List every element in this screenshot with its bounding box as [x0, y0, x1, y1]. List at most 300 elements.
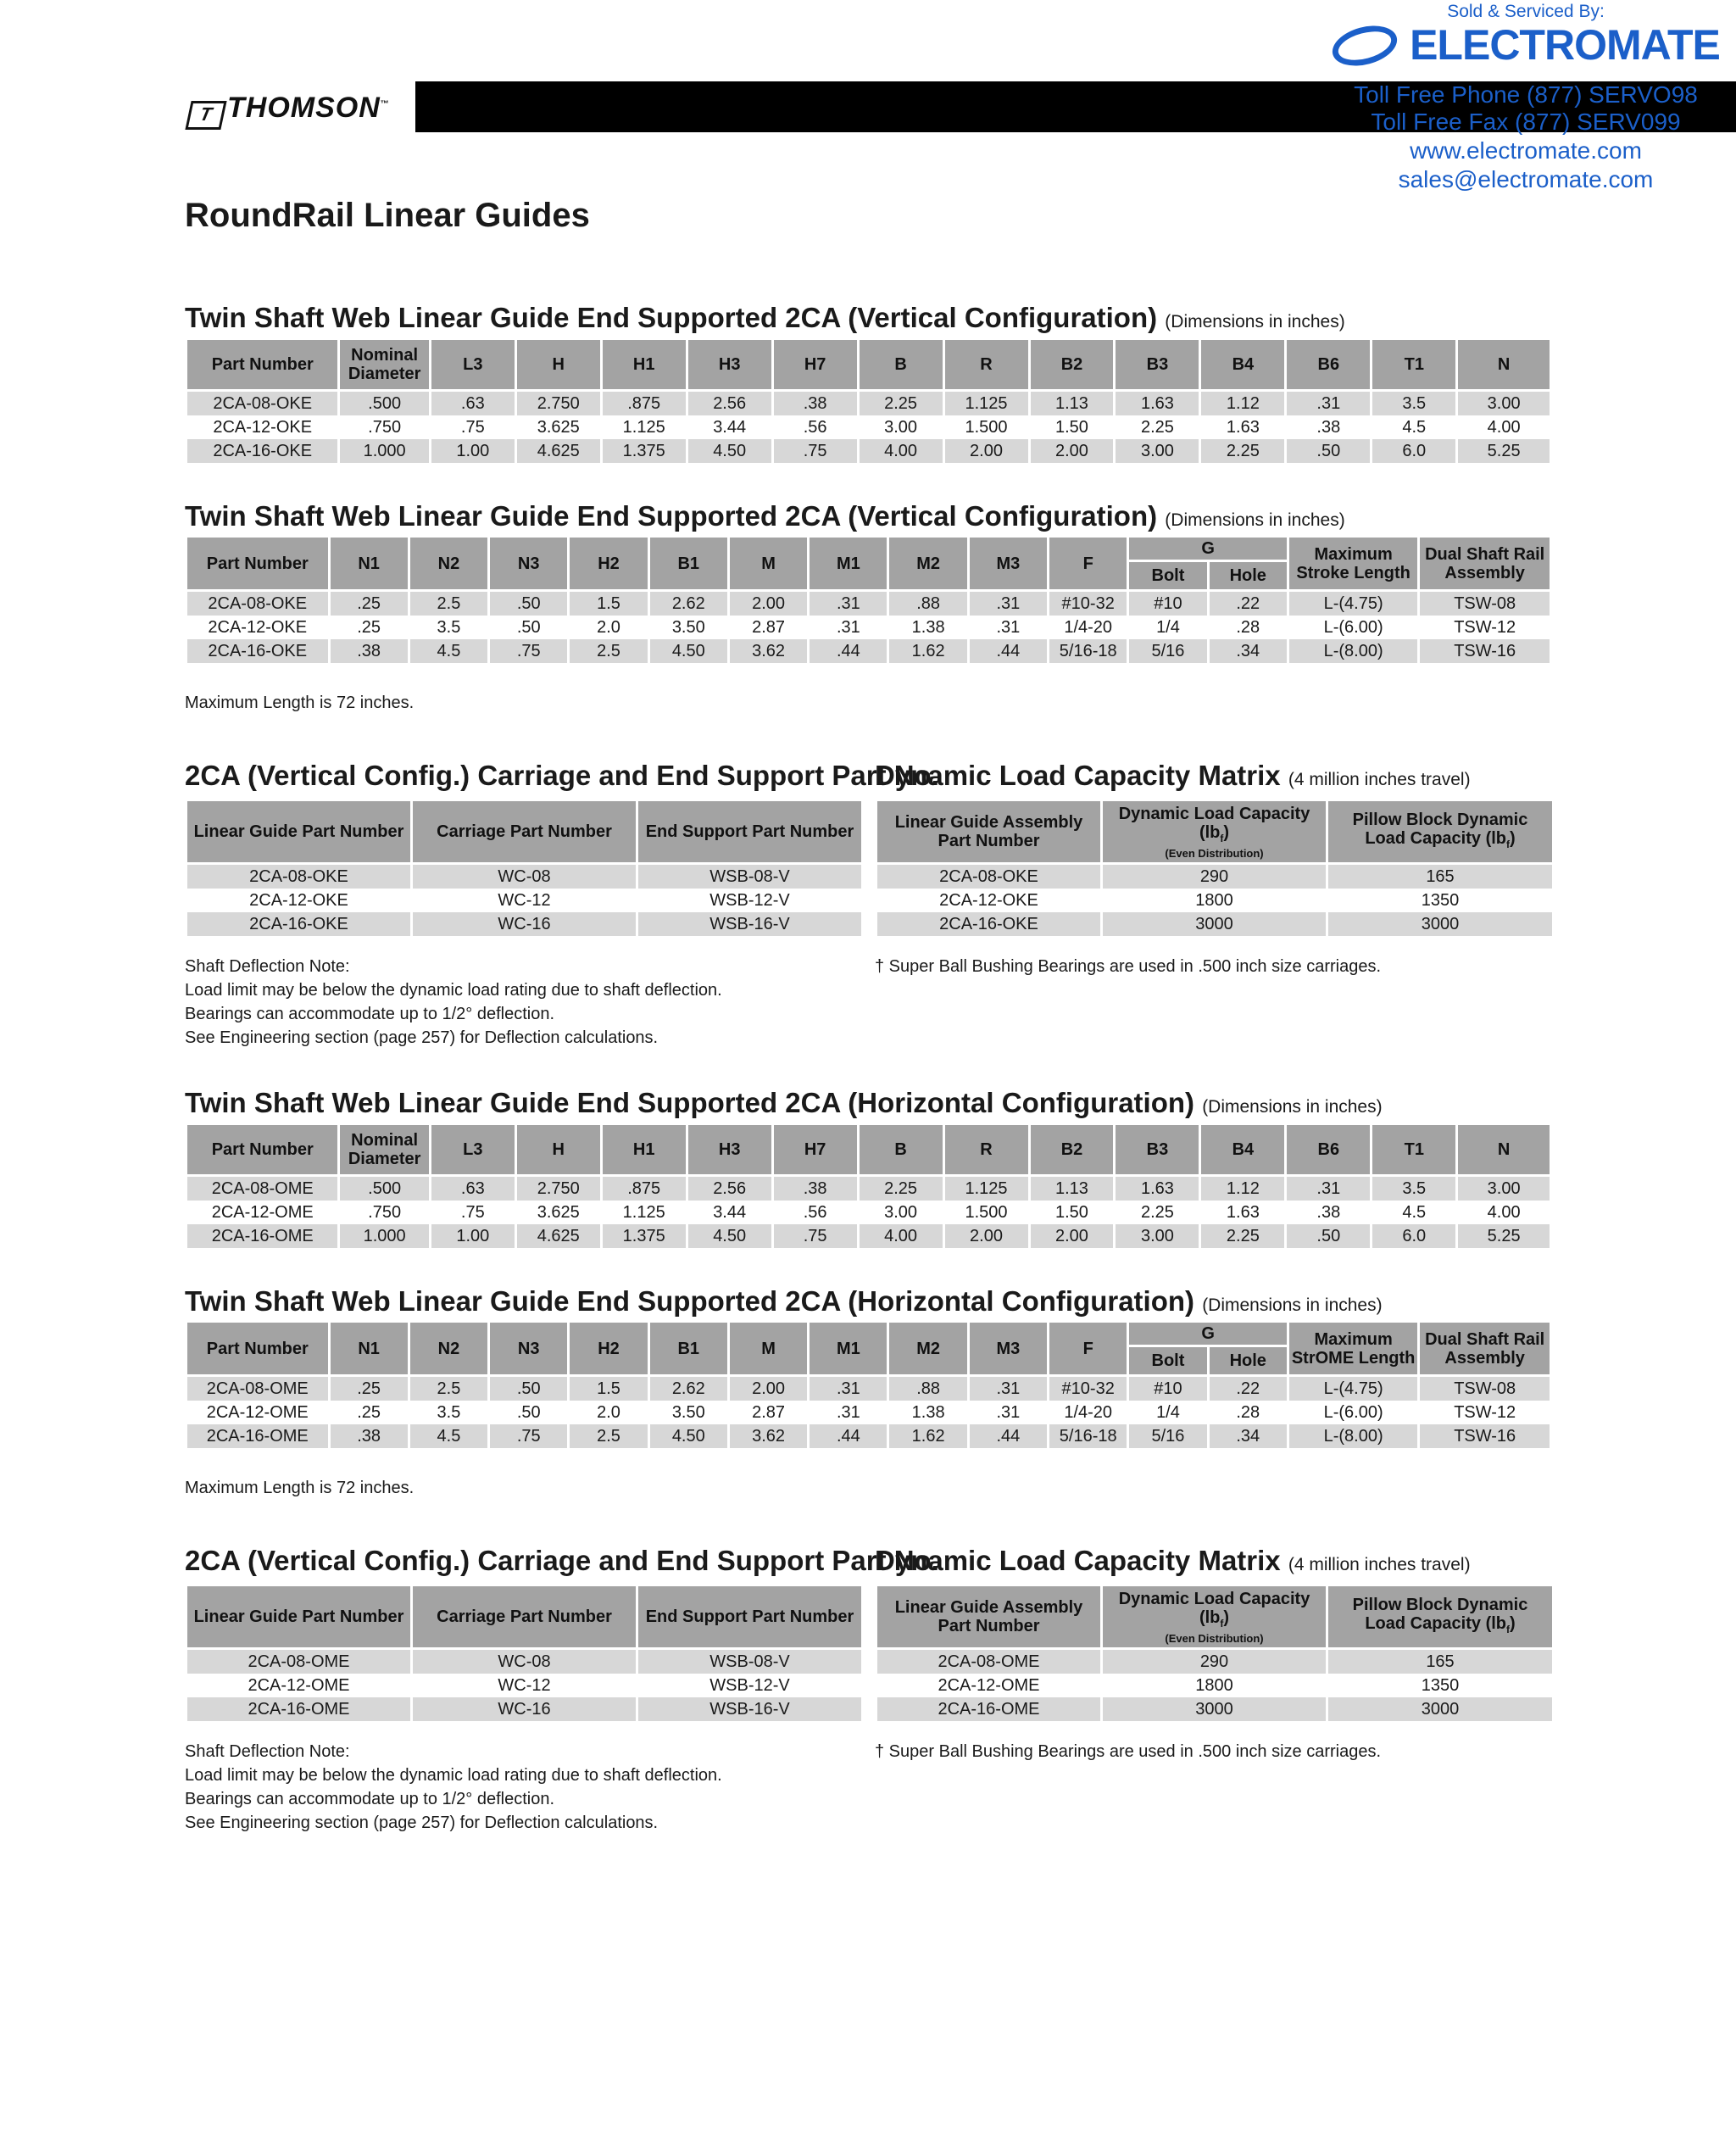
column-header: H1 [601, 1125, 687, 1176]
column-header: Maximum StrOME Length [1288, 1323, 1418, 1376]
column-header: B6 [1286, 340, 1372, 391]
load-table [875, 801, 1555, 936]
table-cell: 2CA-16-OKE [186, 912, 412, 936]
table-cell: 290 [1102, 1649, 1327, 1674]
table-cell: 1.62 [888, 1424, 968, 1448]
table-row [876, 1697, 1554, 1721]
column-header: Part Number [186, 538, 330, 591]
table-cell: 3.50 [648, 616, 728, 639]
table-cell: 1/4-20 [1049, 616, 1128, 639]
table-row [186, 1224, 1551, 1248]
column-header-bolt: Bolt [1128, 1346, 1208, 1376]
table-row [186, 1424, 1551, 1448]
deflection-note-line: Load limit may be below the dynamic load rating due to shaft deflection. [185, 981, 722, 1000]
table-cell: 2.0 [569, 616, 648, 639]
table-cell: 2.25 [1115, 415, 1200, 439]
parts-title: 2CA (Vertical Config.) Carriage and End Support Part No. [185, 1545, 939, 1576]
table-cell: .750 [339, 415, 430, 439]
table-cell: 4.625 [515, 1224, 601, 1248]
table-cell: .22 [1208, 591, 1288, 616]
table-cell: WSB-16-V [637, 1697, 863, 1721]
table-cell: .75 [430, 1201, 515, 1224]
table-row [186, 616, 1551, 639]
dims-title-2 [185, 500, 1345, 532]
table-cell: 1.375 [601, 1224, 687, 1248]
dealer-email[interactable]: sales@electromate.com [1398, 166, 1654, 192]
table-cell: L-(4.75) [1288, 1376, 1418, 1401]
table-cell: 1/4 [1128, 616, 1208, 639]
parts-title: 2CA (Vertical Config.) Carriage and End Support Part No. [185, 760, 939, 791]
table-row [186, 1376, 1551, 1401]
dims-title-text: Twin Shaft Web Linear Guide End Supported 2CA (Vertical Configuration) [185, 302, 1158, 333]
column-header-hole: Hole [1208, 1346, 1288, 1376]
table-cell: 1.38 [888, 616, 968, 639]
table-cell: 1.000 [339, 1224, 430, 1248]
column-header: B3 [1115, 1125, 1200, 1176]
dims-title-text: Twin Shaft Web Linear Guide End Supported 2CA (Vertical Configuration) [185, 500, 1158, 532]
table-cell: .875 [601, 391, 687, 416]
column-header: Nominal Diameter [339, 1125, 430, 1176]
table-row [186, 1201, 1551, 1224]
table-cell: .500 [339, 1176, 430, 1201]
table-cell: .25 [329, 616, 409, 639]
table-cell: TSW-08 [1419, 591, 1551, 616]
electromate-brand: ELECTROMATE [1322, 20, 1729, 70]
column-header: Carriage Part Number [412, 1586, 637, 1649]
table-cell: 5/16 [1128, 1424, 1208, 1448]
table-cell: .75 [489, 1424, 569, 1448]
table-cell: .44 [809, 1424, 888, 1448]
column-header: H7 [772, 1125, 858, 1176]
column-header-g: G [1128, 538, 1288, 561]
table-cell: #10 [1128, 1376, 1208, 1401]
table-cell: .875 [601, 1176, 687, 1201]
table-cell: 2.87 [728, 1401, 808, 1424]
table-cell: .50 [1286, 1224, 1372, 1248]
table-cell: 3000 [1327, 1697, 1554, 1721]
table-cell: 1.13 [1029, 1176, 1115, 1201]
table-cell: 4.50 [687, 439, 772, 463]
table-cell: #10 [1128, 591, 1208, 616]
column-header: M2 [888, 538, 968, 591]
deflection-note-line: See Engineering section (page 257) for Deflection calculations. [185, 1814, 659, 1832]
ball-bushing-note: † Super Ball Bushing Bearings are used in .500 inch size carriages. [875, 957, 1382, 976]
table-row [186, 639, 1551, 663]
table-cell: 6.0 [1372, 1224, 1457, 1248]
column-header-hole: Hole [1208, 561, 1288, 591]
dealer-phone: Toll Free Phone (877) SERVO98 [1354, 81, 1698, 108]
table-cell: 290 [1102, 864, 1327, 889]
table-cell: .31 [809, 591, 888, 616]
table-row [186, 864, 863, 889]
column-header: Part Number [186, 1125, 339, 1176]
table-cell: 2CA-08-OME [186, 1376, 330, 1401]
table-cell: 1.125 [943, 391, 1029, 416]
table-cell: 2CA-16-OME [186, 1424, 330, 1448]
table-cell: WC-08 [412, 1649, 637, 1674]
table-cell: .34 [1208, 639, 1288, 663]
column-header: H3 [687, 340, 772, 391]
table-cell: .38 [1286, 415, 1372, 439]
table-cell: .38 [772, 1176, 858, 1201]
table-cell: 4.5 [409, 639, 488, 663]
table-cell: 1.375 [601, 439, 687, 463]
column-header: H1 [601, 340, 687, 391]
column-header: M3 [968, 538, 1048, 591]
column-header: H2 [569, 538, 648, 591]
table-cell: 2.87 [728, 616, 808, 639]
table-cell: 2CA-12-OKE [876, 889, 1102, 912]
column-header: B [858, 340, 943, 391]
table-cell: 2.0 [569, 1401, 648, 1424]
table-cell: L-(8.00) [1288, 639, 1418, 663]
table-row [186, 1649, 863, 1674]
table-cell: 1.63 [1200, 1201, 1286, 1224]
table-cell: 2CA-12-OME [876, 1674, 1102, 1697]
column-header: N2 [409, 1323, 488, 1376]
table-cell: 4.50 [687, 1224, 772, 1248]
table-cell: 2CA-08-OME [186, 1649, 412, 1674]
load-title [875, 1545, 1471, 1577]
column-header: N [1457, 1125, 1551, 1176]
table-cell: 3.00 [1115, 1224, 1200, 1248]
table-row [876, 912, 1554, 936]
dealer-fax: Toll Free Fax (877) SERV099 [1371, 109, 1681, 135]
table-cell: .38 [329, 639, 409, 663]
table-row [186, 439, 1551, 463]
dims-note: (Dimensions in inches) [1165, 312, 1345, 332]
table-cell: 2CA-08-OME [186, 1176, 339, 1201]
table-cell: 2.62 [648, 591, 728, 616]
table-cell: .28 [1208, 1401, 1288, 1424]
dims-title-text: Twin Shaft Web Linear Guide End Supported 2CA (Horizontal Configuration) [185, 1087, 1195, 1118]
column-header: R [943, 1125, 1029, 1176]
table-cell: 4.5 [1372, 415, 1457, 439]
sold-by-label: Sold & Serviced By: [1447, 2, 1605, 21]
table-cell: L-(6.00) [1288, 616, 1418, 639]
table-cell: .500 [339, 391, 430, 416]
column-header: Carriage Part Number [412, 801, 637, 864]
table-cell: 2.5 [569, 639, 648, 663]
table-cell: 165 [1327, 1649, 1554, 1674]
parts-table [185, 1586, 864, 1721]
deflection-note-line: Load limit may be below the dynamic load rating due to shaft deflection. [185, 1766, 722, 1785]
table-cell: .44 [809, 639, 888, 663]
dimensions-table-2 [185, 538, 1552, 663]
column-header: B1 [648, 538, 728, 591]
deflection-note-line: See Engineering section (page 257) for Deflection calculations. [185, 1028, 659, 1047]
table-cell: .25 [329, 1401, 409, 1424]
table-cell: 1.38 [888, 1401, 968, 1424]
column-header: N2 [409, 538, 488, 591]
table-cell: TSW-08 [1419, 1376, 1551, 1401]
table-cell: .28 [1208, 616, 1288, 639]
table-cell: 4.00 [1457, 415, 1551, 439]
column-header: H [515, 340, 601, 391]
electromate-logo-icon [1328, 20, 1402, 73]
table-cell: 3.5 [409, 1401, 488, 1424]
table-cell: 2.00 [1029, 439, 1115, 463]
table-cell: 1350 [1327, 1674, 1554, 1697]
table-cell: .31 [809, 1401, 888, 1424]
ball-bushing-note: † Super Ball Bushing Bearings are used in .500 inch size carriages. [875, 1742, 1382, 1761]
table-row [186, 391, 1551, 416]
table-row [186, 1176, 1551, 1201]
column-header: M3 [968, 1323, 1048, 1376]
table-cell: 1.13 [1029, 391, 1115, 416]
column-header: N3 [489, 1323, 569, 1376]
deflection-note-line: Shaft Deflection Note: [185, 1742, 350, 1761]
parts-table [185, 801, 864, 936]
column-header: N3 [489, 538, 569, 591]
column-header: Nominal Diameter [339, 340, 430, 391]
table-cell: 1.00 [430, 439, 515, 463]
table-cell: 2.25 [1200, 439, 1286, 463]
dealer-web[interactable]: www.electromate.com [1410, 137, 1642, 164]
dimensions-table-2 [185, 1323, 1552, 1448]
table-row [186, 912, 863, 936]
table-row [186, 889, 863, 912]
table-cell: 4.50 [648, 1424, 728, 1448]
table-cell: 3000 [1327, 912, 1554, 936]
dims-title [185, 302, 1345, 334]
table-cell: 2.00 [728, 591, 808, 616]
table-cell: 3.00 [858, 1201, 943, 1224]
table-cell: 2.5 [409, 591, 488, 616]
table-cell: 2CA-08-OKE [186, 591, 330, 616]
column-header: Linear Guide Assembly Part Number [876, 801, 1102, 864]
table-cell: 1.62 [888, 639, 968, 663]
column-header: Maximum Stroke Length [1288, 538, 1418, 591]
table-cell: .50 [489, 1376, 569, 1401]
column-header: B3 [1115, 340, 1200, 391]
table-cell: .50 [1286, 439, 1372, 463]
column-header: B4 [1200, 340, 1286, 391]
column-header: M [728, 538, 808, 591]
table-cell: 2CA-08-OKE [186, 864, 412, 889]
table-cell: .22 [1208, 1376, 1288, 1401]
table-cell: WSB-12-V [637, 889, 863, 912]
table-cell: 5.25 [1457, 439, 1551, 463]
column-header: B2 [1029, 1125, 1115, 1176]
table-cell: 5/16 [1128, 639, 1208, 663]
column-header: N1 [329, 538, 409, 591]
table-cell: 1/4-20 [1049, 1401, 1128, 1424]
table-cell: TSW-16 [1419, 639, 1551, 663]
table-cell: .31 [1286, 1176, 1372, 1201]
column-header: H2 [569, 1323, 648, 1376]
column-header: M1 [809, 538, 888, 591]
table-cell: 2CA-16-OKE [186, 439, 339, 463]
column-header: Dynamic Load Capacity $(lb_f)$ (Even Distribution) [1102, 1586, 1327, 1649]
table-cell: 1.00 [430, 1224, 515, 1248]
table-cell: 4.625 [515, 439, 601, 463]
table-cell: 2.25 [858, 1176, 943, 1201]
table-cell: 1.63 [1200, 415, 1286, 439]
table-cell: 2.00 [1029, 1224, 1115, 1248]
table-cell: 5.25 [1457, 1224, 1551, 1248]
table-cell: 2CA-16-OME [186, 1224, 339, 1248]
column-header: Pillow Block Dynamic Load Capacity $(lb_f)$ [1327, 801, 1554, 864]
column-header: Part Number [186, 1323, 330, 1376]
table-cell: 2.750 [515, 1176, 601, 1201]
table-cell: .50 [489, 1401, 569, 1424]
table-cell: 2.25 [1200, 1224, 1286, 1248]
table-cell: 2CA-12-OME [186, 1401, 330, 1424]
table-cell: 3.5 [409, 616, 488, 639]
column-header: Dual Shaft Rail Assembly [1419, 1323, 1551, 1376]
column-header: F [1049, 1323, 1128, 1376]
table-cell: .50 [489, 616, 569, 639]
table-cell: 2.56 [687, 391, 772, 416]
table-cell: 3.00 [1457, 1176, 1551, 1201]
column-header: N1 [329, 1323, 409, 1376]
table-cell: 1.50 [1029, 1201, 1115, 1224]
table-cell: 2.750 [515, 391, 601, 416]
dims-title-text: Twin Shaft Web Linear Guide End Supported 2CA (Horizontal Configuration) [185, 1285, 1195, 1317]
table-cell: 3.00 [1115, 439, 1200, 463]
table-cell: 3.5 [1372, 1176, 1457, 1201]
table-cell: 4.00 [1457, 1201, 1551, 1224]
table-cell: 4.5 [1372, 1201, 1457, 1224]
table-cell: 1.63 [1115, 391, 1200, 416]
table-cell: WC-08 [412, 864, 637, 889]
table-cell: 2.00 [728, 1376, 808, 1401]
table-cell: .25 [329, 591, 409, 616]
table-cell: 3.00 [858, 415, 943, 439]
table-cell: 1350 [1327, 889, 1554, 912]
column-header: M2 [888, 1323, 968, 1376]
table-cell: 1.500 [943, 415, 1029, 439]
page-title: RoundRail Linear Guides [185, 197, 590, 234]
table-cell: WSB-08-V [637, 1649, 863, 1674]
column-header: T1 [1372, 340, 1457, 391]
table-cell: .38 [329, 1424, 409, 1448]
table-cell: .75 [430, 415, 515, 439]
column-header: F [1049, 538, 1128, 591]
column-header: B4 [1200, 1125, 1286, 1176]
table-row [876, 889, 1554, 912]
table-cell: 2CA-16-OKE [876, 912, 1102, 936]
table-cell: 1/4 [1128, 1401, 1208, 1424]
table-row [186, 1697, 863, 1721]
table-cell: 3000 [1102, 1697, 1327, 1721]
deflection-note-line: Bearings can accommodate up to 1/2° deflection. [185, 1790, 555, 1808]
table-cell: TSW-12 [1419, 1401, 1551, 1424]
table-row [186, 1674, 863, 1697]
table-cell: .75 [772, 1224, 858, 1248]
load-note: (4 million inches travel) [1288, 1555, 1471, 1574]
table-cell: 3.44 [687, 1201, 772, 1224]
column-header: H [515, 1125, 601, 1176]
dims-note: (Dimensions in inches) [1165, 510, 1345, 530]
dims-title-2 [185, 1285, 1383, 1318]
table-cell: .750 [339, 1201, 430, 1224]
table-cell: #10-32 [1049, 1376, 1128, 1401]
table-cell: 1.125 [601, 415, 687, 439]
table-cell: 3.62 [728, 639, 808, 663]
table-cell: .31 [968, 616, 1048, 639]
table-cell: 1800 [1102, 889, 1327, 912]
table-cell: 2CA-12-OKE [186, 616, 330, 639]
table-cell: TSW-16 [1419, 1424, 1551, 1448]
table-cell: 4.00 [858, 1224, 943, 1248]
table-cell: .63 [430, 391, 515, 416]
table-cell: 2.5 [409, 1376, 488, 1401]
table-cell: 6.0 [1372, 439, 1457, 463]
table-cell: WC-16 [412, 1697, 637, 1721]
column-header: M1 [809, 1323, 888, 1376]
table-cell: 2CA-16-OME [186, 1697, 412, 1721]
table-cell: 4.00 [858, 439, 943, 463]
column-header-g: G [1128, 1323, 1288, 1346]
table-cell: 1800 [1102, 1674, 1327, 1697]
table-cell: L-(4.75) [1288, 591, 1418, 616]
table-row [876, 864, 1554, 889]
table-cell: 2CA-12-OKE [186, 889, 412, 912]
table-cell: 1.12 [1200, 1176, 1286, 1201]
column-header: H3 [687, 1125, 772, 1176]
table-cell: .63 [430, 1176, 515, 1201]
table-cell: 4.5 [409, 1424, 488, 1448]
table-cell: .38 [1286, 1201, 1372, 1224]
load-title-text: Dynamic Load Capacity Matrix [875, 1545, 1281, 1576]
table-cell: 4.50 [648, 639, 728, 663]
column-header: Linear Guide Assembly Part Number [876, 1586, 1102, 1649]
table-cell: 1.125 [943, 1176, 1029, 1201]
table-cell: 2.5 [569, 1424, 648, 1448]
table-cell: WSB-12-V [637, 1674, 863, 1697]
column-header: End Support Part Number [637, 1586, 863, 1649]
table-cell: 3.625 [515, 1201, 601, 1224]
table-cell: .75 [489, 639, 569, 663]
table-cell: 1.5 [569, 591, 648, 616]
table-cell: 2.00 [943, 439, 1029, 463]
column-header: Dual Shaft Rail Assembly [1419, 538, 1551, 591]
table-row [186, 1401, 1551, 1424]
table-cell: .38 [772, 391, 858, 416]
dimensions-table [185, 1125, 1552, 1248]
column-header: B [858, 1125, 943, 1176]
table-cell: 1.63 [1115, 1176, 1200, 1201]
table-cell: .31 [809, 1376, 888, 1401]
table-cell: 2CA-12-OME [186, 1674, 412, 1697]
table-cell: 3.44 [687, 415, 772, 439]
table-cell: WSB-16-V [637, 912, 863, 936]
table-cell: .31 [968, 1376, 1048, 1401]
table-cell: 3.625 [515, 415, 601, 439]
column-header: R [943, 340, 1029, 391]
max-length-note: Maximum Length is 72 inches. [185, 694, 415, 712]
dims-note: (Dimensions in inches) [1202, 1295, 1383, 1315]
table-cell: 2CA-08-OKE [876, 864, 1102, 889]
column-header: M [728, 1323, 808, 1376]
load-table [875, 1586, 1555, 1721]
dimensions-table [185, 340, 1552, 463]
table-cell: 165 [1327, 864, 1554, 889]
column-header: L3 [430, 1125, 515, 1176]
deflection-note-line: Bearings can accommodate up to 1/2° deflection. [185, 1005, 555, 1023]
table-cell: .25 [329, 1376, 409, 1401]
table-cell: 2.56 [687, 1176, 772, 1201]
table-cell: 1.125 [601, 1201, 687, 1224]
table-cell: WSB-08-V [637, 864, 863, 889]
table-cell: 2CA-08-OME [876, 1649, 1102, 1674]
table-cell: WC-16 [412, 912, 637, 936]
load-title-text: Dynamic Load Capacity Matrix [875, 760, 1281, 791]
table-cell: L-(8.00) [1288, 1424, 1418, 1448]
column-header-bolt: Bolt [1128, 561, 1208, 591]
